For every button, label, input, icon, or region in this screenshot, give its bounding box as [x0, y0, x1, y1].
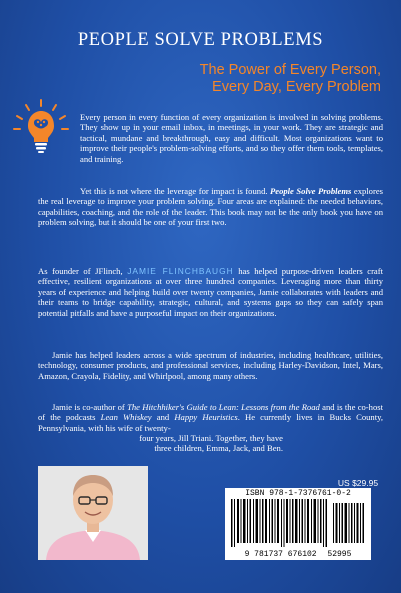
page-title: PEOPLE SOLVE PROBLEMS — [77, 30, 324, 50]
author-name: JAMIE FLINCHBAUGH — [127, 266, 234, 276]
price-code: 52995 — [327, 550, 352, 559]
residence-text: . He currently lives in Bucks County, Pennsylvania, with his wife of twenty- — [38, 412, 383, 433]
leverage-sentence: Yet this is not where the leverage for impact is found. — [80, 186, 268, 196]
founder-text: As founder of JFlinch, — [38, 266, 123, 276]
book-description-paragraph — [38, 186, 383, 228]
subtitle — [200, 62, 381, 96]
podcast-happy-heuristics: Happy Heuristics — [174, 412, 238, 423]
bio-text: has helped purpose-driven leaders craft effective, resilient organizations at over three hundred companies. Leveraging more than thirty years of experience and helping build over twenty companies, Jamie collaborates with leaders and their teams to bridge capability, strategic, cultural, and systems gaps so they can safely span potential pitfalls and have a purposeful impact on their organizations. — [38, 266, 383, 318]
price-label: US $29.95 — [337, 478, 379, 488]
isbn-label: ISBN 978-1-7376761-0-2 — [245, 489, 351, 498]
and-text: and — [156, 412, 170, 423]
hitchhiker-book-title: The Hitchhiker's Guide to Lean: Lessons from the Road — [127, 402, 320, 412]
author-photo — [38, 466, 148, 560]
barcode-digits — [225, 550, 371, 559]
subtitle-line-1: The Power of Every Person, — [199, 62, 381, 78]
ean-digits: 9 781737 676102 — [244, 550, 317, 559]
author-bio-paragraph — [38, 266, 383, 318]
subtitle-line-2: Every Day, Every Problem — [212, 79, 381, 95]
barcode — [225, 488, 371, 560]
description-text: explores the real leverage to improve your problem solving. Four areas are explained: the needed behaviors, capabilities, coaching, and the role of the leader. This book may not be the only book you have on problem solving, but it should be one of your first two. — [38, 186, 383, 228]
lightbulb-brain-icon — [8, 96, 74, 156]
podcast-text: and is the co-host of the podcasts — [38, 402, 383, 423]
barcode-bars — [229, 499, 367, 547]
family-paragraph: four years, Jill Triani. Together, they have three children, Emma, Jack, and Ben. — [139, 433, 283, 454]
intro-paragraph: Every person in every function of every organization is involved in solving problems. They show up in your email inbox, in meetings, in your work. They are strategic and tactical, mundane and breakthrough, easy and difficult. Most organizations want to improve their people's problem-solving efforts, and so they offer them tools, templates, and training. — [80, 112, 383, 164]
book-title-inline: People Solve Problems — [270, 186, 352, 196]
coauthor-text: Jamie is co-author of — [52, 402, 125, 412]
coauthor-paragraph — [38, 402, 383, 433]
industries-paragraph: Jamie has helped leaders across a wide spectrum of industries, including healthcare, utilities, technology, consumer products, and professional services, including Harley-Davidson, Intel, Mars, Amazon, Crayola, Fidelity, and Whirlpool, among many others. — [38, 350, 383, 381]
podcast-lean-whiskey: Lean Whiskey — [100, 412, 152, 423]
